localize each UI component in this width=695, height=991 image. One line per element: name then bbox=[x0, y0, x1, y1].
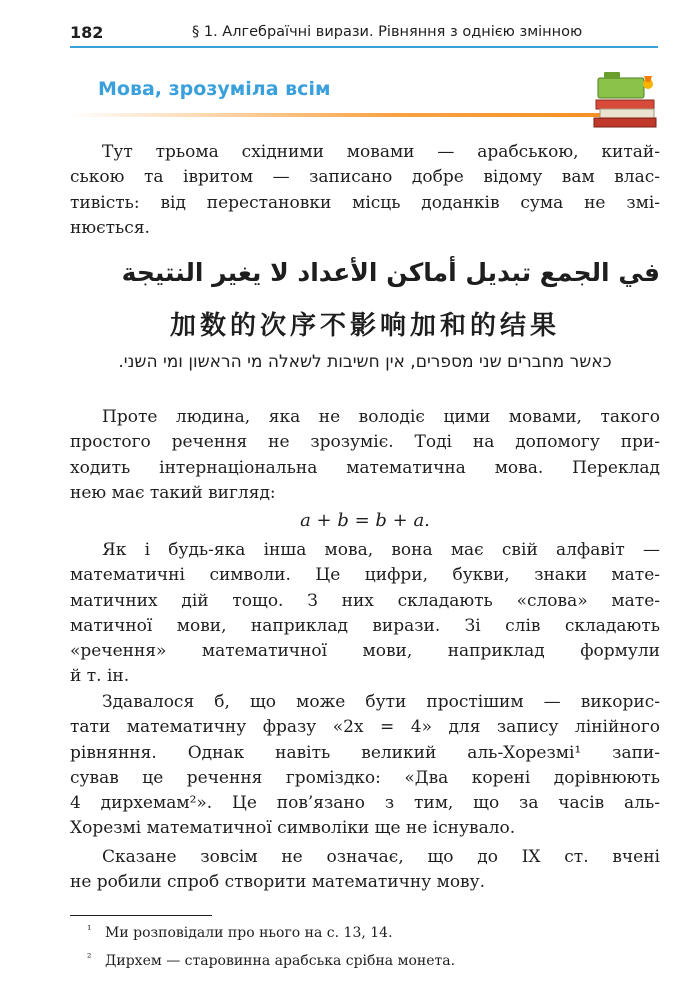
footnote-2 bbox=[87, 951, 456, 969]
text-line: Хорезмі математичної символіки ще не існувало. bbox=[70, 818, 516, 839]
footnote-text: Дирхем — старовинна арабська срібна монета. bbox=[105, 953, 456, 969]
text-line: нюється. bbox=[70, 217, 150, 238]
text-line: рівняння. Однак навіть великий аль-Хорезмі¹ запи- bbox=[70, 742, 660, 763]
text-line: не робили спроб створити математичну мову. bbox=[70, 872, 486, 893]
footnote-mark: ² bbox=[87, 951, 92, 964]
text-line: 4 дирхемам²». Це пов’язано з тим, що за часів аль- bbox=[70, 793, 660, 814]
hebrew-sentence: כאשר מחברים שני מספרים, אין חשיבות לשאלה מי הראשון ומי השני. bbox=[118, 352, 612, 372]
section-underline bbox=[70, 113, 648, 117]
footnote-1 bbox=[87, 923, 393, 941]
text-line: математичні символи. Це цифри, букви, знаки мате- bbox=[70, 565, 660, 586]
footnote-mark: ¹ bbox=[87, 923, 92, 936]
text-line: ською та івритом — записано добре відому вам влас- bbox=[70, 167, 660, 188]
running-head: § 1. Алгебраїчні вирази. Рівняння з однією змінною bbox=[192, 24, 583, 40]
formula: a + b = b + a. bbox=[300, 510, 430, 531]
paragraph-3 bbox=[70, 690, 660, 842]
footnote-rule bbox=[70, 915, 212, 916]
paragraph-1 bbox=[70, 405, 660, 506]
text-line: «речення» математичної мови, наприклад формули bbox=[70, 641, 660, 662]
text-line: Тут трьома східними мовами — арабською, китай- bbox=[102, 142, 660, 162]
footnote-text: Ми розповідали про нього на с. 13, 14. bbox=[105, 925, 393, 941]
paragraph-2 bbox=[70, 538, 660, 690]
text-line: нею має такий вигляд: bbox=[70, 482, 276, 503]
chinese-sentence: 加数的次序不影响加和的结果 bbox=[169, 311, 560, 341]
section-title: Мова, зрозуміла всім bbox=[98, 78, 331, 100]
text-line: сував це речення громіздко: «Два корені дорівнюють bbox=[70, 767, 660, 788]
page-header bbox=[70, 20, 658, 48]
text-line: тивість: від перестановки місць доданків сума не змі- bbox=[70, 192, 660, 213]
header-rule bbox=[70, 46, 658, 48]
text-line: ходить інтернаціональна математична мова. Переклад bbox=[70, 457, 660, 478]
text-line: матичних дій тощо. З них складають «слова» мате- bbox=[70, 590, 660, 611]
text-line: Здавалося б, що може бути простішим — викорис- bbox=[102, 692, 660, 712]
text-line: тати математичну фразу «2x = 4» для запису лінійного bbox=[70, 717, 660, 738]
text-line: Проте людина, яка не володіє цими мовами, такого bbox=[102, 407, 660, 427]
intro-paragraph bbox=[70, 140, 660, 241]
stack-of-books-icon bbox=[592, 70, 662, 130]
paragraph-4 bbox=[70, 845, 660, 896]
text-line: Сказане зовсім не означає, що до IX ст. вчені bbox=[102, 847, 660, 867]
text-line: Як і будь-яка інша мова, вона має свій алфавіт — bbox=[102, 540, 660, 560]
text-line: й т. ін. bbox=[70, 666, 130, 687]
text-line: простого речення не зрозуміє. Тоді на допомогу при- bbox=[70, 432, 660, 453]
page-number: 182 bbox=[70, 23, 104, 42]
text-line: матичної мови, наприклад вирази. Зі слів складають bbox=[70, 615, 660, 636]
arabic-sentence: في الجمع تبديل أماكن الأعداد لا يغير النتيجة bbox=[121, 258, 660, 287]
